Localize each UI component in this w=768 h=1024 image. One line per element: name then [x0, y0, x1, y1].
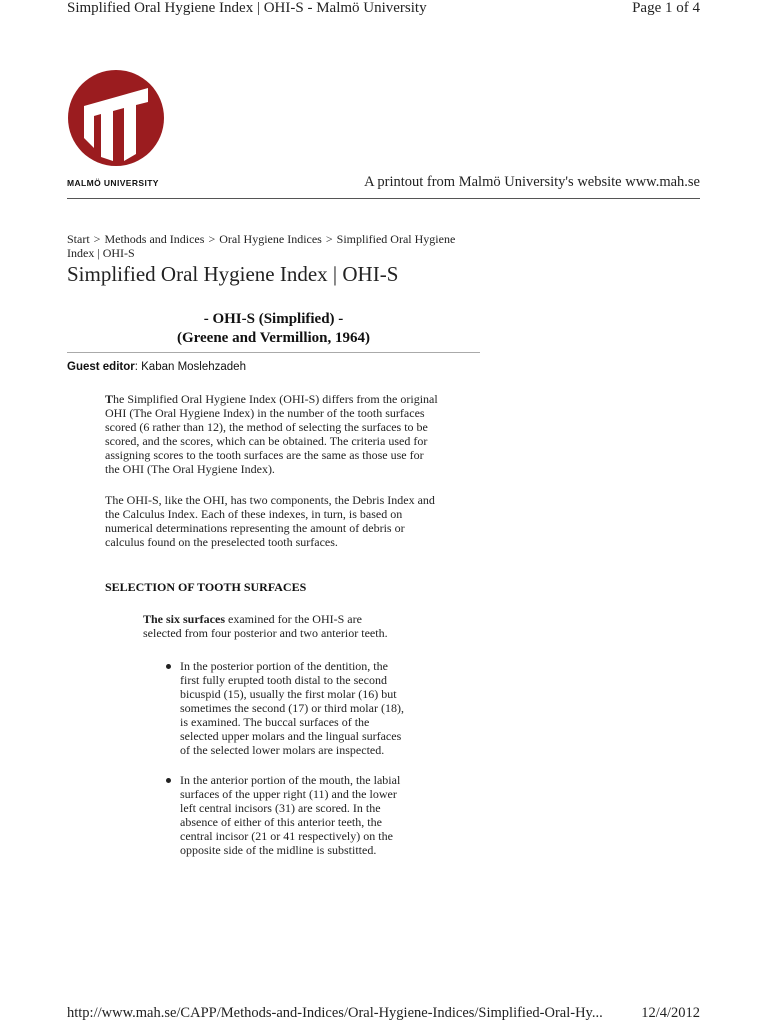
print-page-number: Page 1 of 4	[632, 0, 700, 16]
header-divider	[67, 198, 700, 199]
components-paragraph: The OHI-S, like the OHI, has two components, the Debris Index and the Calculus Index. Each of these indexes, in turn, is based on numerical determinations representing the amount of debris or calculus found on the preselected tooth surfaces.	[105, 493, 435, 549]
intro-text: he Simplified Oral Hygiene Index (OHI-S) differs from the original OHI (The Oral Hygiene Index) in the number of the tooth surfaces scored (6 rather than 12), the method of selecting the surfaces to be scored, and the scores, which can be obtained. The criteria used for assigning scores to the tooth surfaces are the same as those use for the OHI (The Oral Hygiene Index).	[105, 392, 438, 476]
list-item: In the anterior portion of the mouth, the labial surfaces of the upper right (11) and the lower left central incisors (31) are scored. In the absence of either of this anterior teeth, the central incisor (21 or 41 respectively) on the opposite side of the midline is substitted.	[180, 773, 401, 857]
print-header-title: Simplified Oral Hygiene Index | OHI-S - Malmö University	[67, 0, 427, 16]
surfaces-bold: The six surfaces	[143, 612, 225, 626]
page-title: Simplified Oral Hygiene Index | OHI-S	[67, 262, 399, 286]
breadcrumb-oral-hygiene[interactable]: Oral Hygiene Indices	[219, 232, 322, 246]
breadcrumb-current: Simplified Oral Hygiene Index | OHI-S	[67, 232, 456, 260]
subtitle-line-1: - OHI-S (Simplified) -	[203, 311, 344, 327]
subtitle	[67, 310, 480, 348]
breadcrumb-start[interactable]: Start	[67, 232, 90, 246]
intro-paragraph	[105, 392, 440, 476]
guest-editor-name: : Kaban Moslehzadeh	[134, 361, 246, 373]
print-footer-url: http://www.mah.se/CAPP/Methods-and-Indices/Oral-Hygiene-Indices/Simplified-Oral-Hy...	[67, 1005, 603, 1021]
surfaces-paragraph	[143, 612, 393, 640]
guest-editor-label: Guest editor	[67, 361, 135, 373]
breadcrumb	[67, 232, 467, 260]
intro-dropcap: T	[105, 392, 114, 406]
malmo-university-logo	[66, 68, 166, 168]
breadcrumb-separator: >	[208, 232, 216, 246]
subtitle-line-2: (Greene and Vermillion, 1964)	[176, 330, 371, 346]
breadcrumb-separator: >	[325, 232, 333, 246]
guest-editor	[67, 361, 246, 373]
print-footer-date: 12/4/2012	[641, 1005, 700, 1021]
bullet-icon	[166, 664, 171, 669]
breadcrumb-separator: >	[93, 232, 101, 246]
section-heading: SELECTION OF TOOTH SURFACES	[105, 580, 307, 594]
breadcrumb-methods[interactable]: Methods and Indices	[104, 232, 205, 246]
bullet-icon	[166, 778, 171, 783]
subtitle-divider	[67, 352, 480, 353]
printout-note: A printout from Malmö University's website www.mah.se	[364, 174, 700, 190]
logo-wordmark: MALMÖ UNIVERSITY	[67, 178, 159, 188]
surfaces-text: examined for the OHI-S are selected from four posterior and two anterior teeth.	[143, 612, 388, 640]
list-item: In the posterior portion of the dentition, the first fully erupted tooth distal to the second bicuspid (15), usually the first molar (16) but sometimes the second (17) or third molar (18), is examined. The buccal surfaces of the selected upper molars and the lingual surfaces of the selected lower molars are inspected.	[180, 659, 404, 757]
